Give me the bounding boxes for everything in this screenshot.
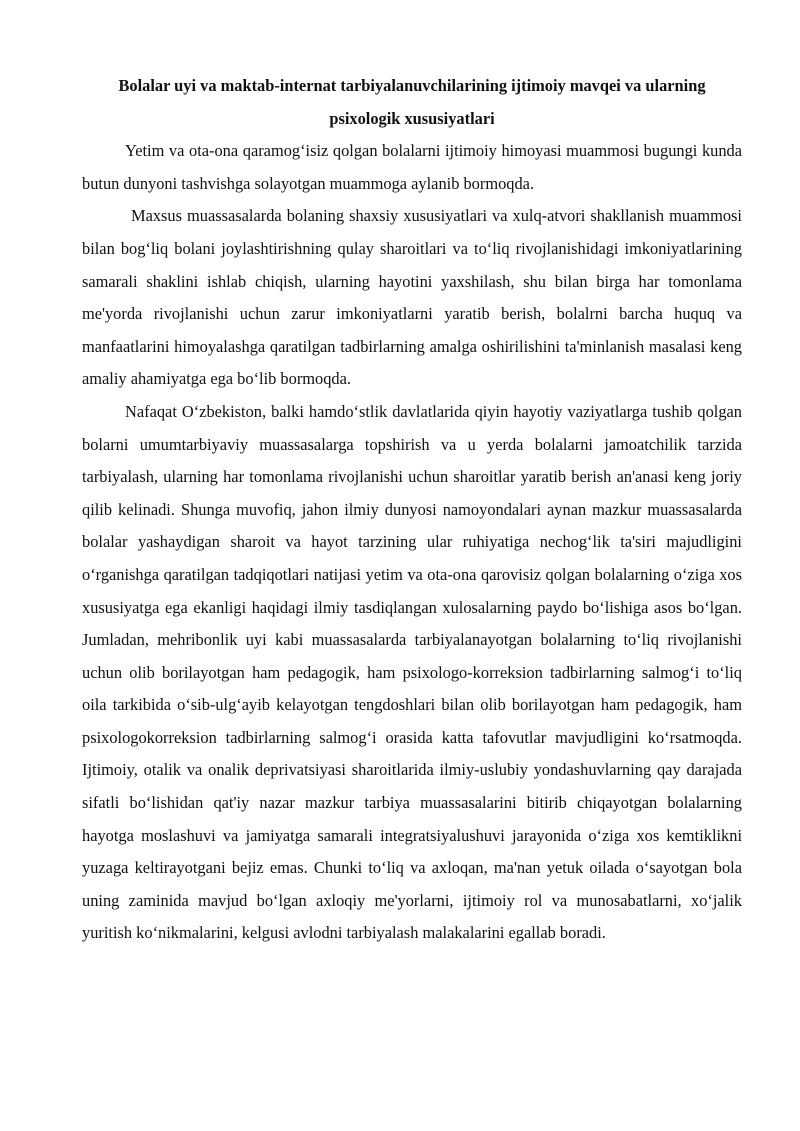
document-page	[82, 70, 742, 950]
paragraph-2: Maxsus muassasalarda bolaning shaxsiy xususiyatlari va xulq-atvori shakllanish muammosi bilan bog‘liq bolani joylashtirishning qulay sharoitlari va to‘liq rivojlanishidagi imkoniyatlarining samarali shaklini ishlab chiqish, ularning hayotini yaxshilash, shu bilan birga har tomonlama me'yorda rivojlanishi uchun zarur imkoniyatlarni yaratib berish, bolalrni barcha huquq va manfaatlarini himoyalashga qaratilgan tadbirlarning amalga oshirilishini ta'minlanish masalasi keng amaliy ahamiyatga ega bo‘lib bormoqda.	[82, 206, 742, 389]
document-title: Bolalar uyi va maktab-internat tarbiyalanuvchilarining ijtimoiy mavqei va ularning psixologik xususiyatlari	[118, 76, 706, 128]
paragraph-3: Nafaqat O‘zbekiston, balki hamdo‘stlik davlatlarida qiyin hayotiy vaziyatlarga tushib qolgan bolarni umumtarbiyaviy muassasalarga topshirish va u yerda bolalarni jamoatchilik tarzida tarbiyalash, ularning har tomonlama rivojlanishi uchun sharoitlar yaratib berish an'anasi keng joriy qilib kelinadi. Shunga muvofiq, jahon ilmiy dunyosi namoyondalari aynan mazkur muassasalarda bolalar yashaydigan sharoit va hayot tarzining ular ruhiyatiga nechog‘lik ta'siri majudligini o‘rganishga qaratilgan tadqiqotlari natijasi yetim va ota-ona qarovisiz qolgan bolalarning o‘ziga xos xususiyatga ega ekanligi haqidagi ilmiy tasdiqlangan xulosalarning paydo bo‘lishiga asos bo‘lgan. Jumladan, mehribonlik uyi kabi muassasalarda tarbiyalanayotgan bolalarning to‘liq rivojlanishi uchun olib borilayotgan ham pedagogik, ham psixologo-korreksion tadbirlarning salmog‘i to‘liq oila tarkibida o‘sib-ulg‘ayib kelayotgan tengdoshlari bilan olib borilayotgan ham pedagogik, ham psixologokorreksion tadbirlarning salmog‘i orasida katta tafovutlar mavjudligini ko‘rsatmoqda. Ijtimoiy, otalik va onalik deprivatsiyasi sharoitlarida ilmiy-uslubiy yondashuvlarning qay darajada sifatli bo‘lishidan qat'iy nazar mazkur tarbiya muassasalarini bitirib chiqayotgan bolalarning hayotga moslashuvi va jamiyatga samarali integratsiyalushuvi jarayonida o‘ziga xos kemtiklikni yuzaga keltirayotgani bejiz emas. Chunki to‘liq va axloqan, ma'nan yetuk oilada o‘sayotgan bola uning zaminida mavjud bo‘lgan axloqiy me'yorlarni, ijtimoiy rol va munosabatlarni, xo‘jalik yuritish ko‘nikmalarini, kelgusi avlodni tarbiyalash malakalarini egallab boradi.	[82, 401, 742, 943]
paragraph-1: Yetim va ota-ona qaramog‘isiz qolgan bolalarni ijtimoiy himoyasi muammosi bugungi kunda butun dunyoni tashvishga solayotgan muammoga aylanib bormoqda.	[82, 141, 742, 193]
